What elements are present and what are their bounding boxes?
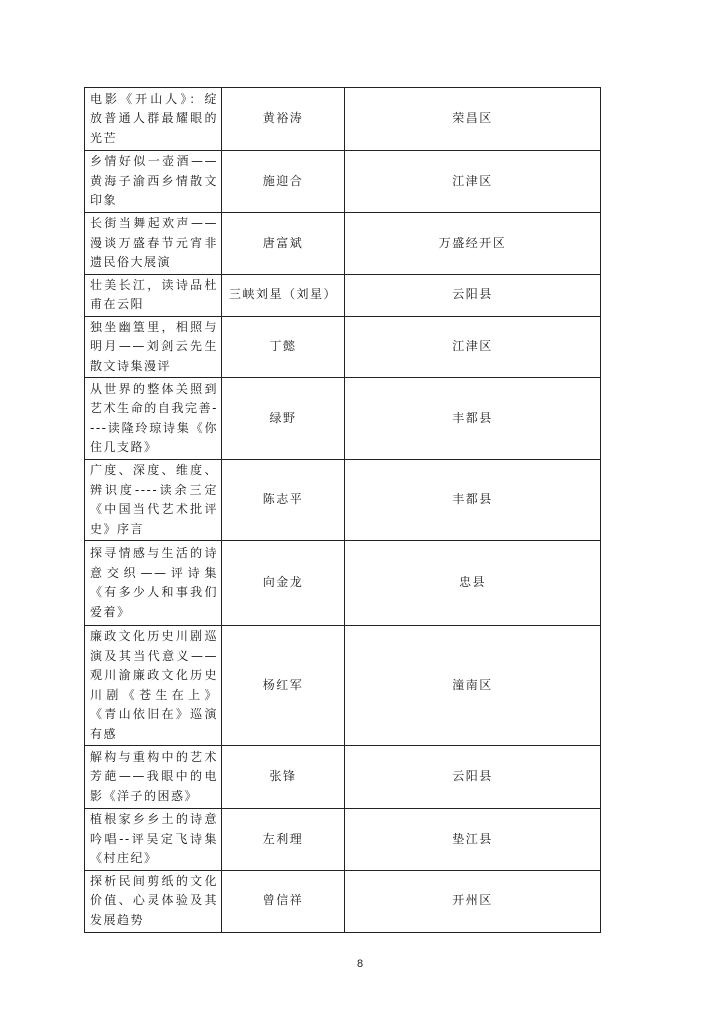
work-title-cell: 探析民间剪纸的文化价值、心灵体验及其发展趋势 xyxy=(85,870,222,932)
table-row xyxy=(85,316,601,378)
author-cell: 施迎合 xyxy=(222,151,345,213)
region-cell: 万盛经开区 xyxy=(345,213,601,275)
table-row xyxy=(85,541,601,626)
work-title-cell: 长街当舞起欢声——漫谈万盛春节元宵非遗民俗大展演 xyxy=(85,213,222,275)
region-cell: 丰都县 xyxy=(345,460,601,541)
author-cell: 陈志平 xyxy=(222,460,345,541)
table-row xyxy=(85,274,601,316)
region-cell: 荣昌区 xyxy=(345,88,601,151)
table-row xyxy=(85,460,601,541)
region-cell: 江津区 xyxy=(345,151,601,213)
work-title-cell: 从世界的整体关照到艺术生命的自我完善----读隆玲琼诗集《你住几支路》 xyxy=(85,378,222,460)
author-cell: 丁懿 xyxy=(222,316,345,378)
author-cell: 杨红军 xyxy=(222,626,345,746)
page-number: 8 xyxy=(356,958,364,970)
table-row xyxy=(85,870,601,932)
table-row xyxy=(85,213,601,275)
works-table-body xyxy=(85,88,601,933)
work-title-cell: 廉政文化历史川剧巡演及其当代意义——观川渝廉政文化历史川剧《苍生在上》《青山依旧在》巡演有感 xyxy=(85,626,222,746)
region-cell: 潼南区 xyxy=(345,626,601,746)
work-title-cell: 壮美长江，读诗品杜甫在云阳 xyxy=(85,274,222,316)
region-cell: 忠县 xyxy=(345,541,601,626)
work-title-cell: 电影《开山人》：绽放普通人群最耀眼的光芒 xyxy=(85,88,222,151)
work-title-cell: 独坐幽篁里，相照与明月——刘剑云先生散文诗集漫评 xyxy=(85,316,222,378)
work-title-cell: 广度、深度、维度、辨识度----读余三定《中国当代艺术批评史》序言 xyxy=(85,460,222,541)
author-cell: 黄裕涛 xyxy=(222,88,345,151)
region-cell: 垫江县 xyxy=(345,809,601,871)
work-title-cell: 植根家乡乡土的诗意吟唱--评吴定飞诗集《村庄纪》 xyxy=(85,809,222,871)
region-cell: 云阳县 xyxy=(345,746,601,809)
table-row xyxy=(85,746,601,809)
table-row xyxy=(85,88,601,151)
works-table xyxy=(84,87,601,933)
author-cell: 三峡刘星（刘星） xyxy=(222,274,345,316)
table-row xyxy=(85,378,601,460)
table-row xyxy=(85,151,601,213)
region-cell: 丰都县 xyxy=(345,378,601,460)
work-title-cell: 探寻情感与生活的诗意交织——评诗集《有多少人和事我们爱着》 xyxy=(85,541,222,626)
author-cell: 张锋 xyxy=(222,746,345,809)
work-title-cell: 解构与重构中的艺术芳葩——我眼中的电影《洋子的困惑》 xyxy=(85,746,222,809)
author-cell: 曾信祥 xyxy=(222,870,345,932)
author-cell: 唐富斌 xyxy=(222,213,345,275)
table-row xyxy=(85,626,601,746)
table-row xyxy=(85,809,601,871)
region-cell: 江津区 xyxy=(345,316,601,378)
region-cell: 云阳县 xyxy=(345,274,601,316)
work-title-cell: 乡情好似一壶酒——黄海子渝西乡情散文印象 xyxy=(85,151,222,213)
region-cell: 开州区 xyxy=(345,870,601,932)
author-cell: 左利理 xyxy=(222,809,345,871)
author-cell: 绿野 xyxy=(222,378,345,460)
author-cell: 向金龙 xyxy=(222,541,345,626)
